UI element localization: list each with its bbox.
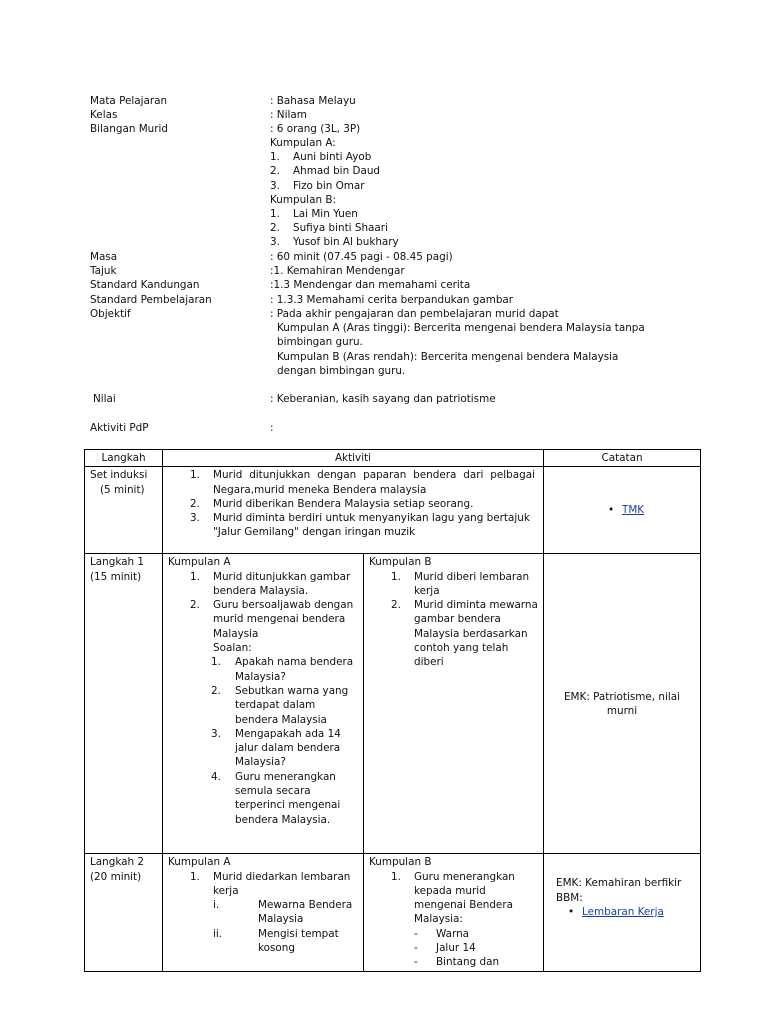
item-number: 1.: [391, 870, 401, 883]
item-text: Murid diedarkan lembaran kerja: [213, 870, 351, 897]
kumpulan-b-title: Kumpulan B:: [270, 194, 336, 206]
item-text: Guru menerangkan kepada murid mengenai Bendera Malaysia:: [414, 870, 515, 926]
bilangan-murid-label: Bilangan Murid: [90, 123, 169, 135]
kumpulan-b-heading: Kumpulan B: [369, 856, 432, 869]
step-name: Langkah 1: [90, 556, 145, 569]
activity-list: [168, 468, 535, 539]
step-time: (15 minit): [90, 570, 142, 583]
item-text: Murid diberi lembaran kerja: [414, 570, 530, 597]
step-time: (5 minit): [100, 483, 145, 496]
item-text: Murid diberikan Bendera Malaysia setiap seorang.: [213, 497, 474, 510]
item-number: 1.: [391, 570, 401, 583]
kumpulan-a-num: 2.: [270, 165, 280, 177]
kumpulan-b-list: [369, 570, 538, 670]
objektif-line: Kumpulan B (Aras rendah): Bercerita mengenai bendera Malaysia: [277, 351, 619, 363]
mata-pelajaran-value: : Bahasa Melayu: [270, 95, 356, 107]
catatan-cell: [544, 554, 701, 854]
item-number: 2.: [190, 497, 200, 510]
mata-pelajaran-label: Mata Pelajaran: [90, 95, 168, 107]
item-number: 1.: [211, 656, 221, 669]
list-item: [168, 727, 358, 770]
item-text: Sebutkan warna yang terdapat dalam bendera Malaysia: [235, 684, 349, 726]
standard-pembelajaran-label: Standard Pembelajaran: [90, 294, 212, 306]
item-number: 1.: [190, 570, 200, 583]
kumpulan-b-name: Sufiya binti Shaari: [293, 222, 388, 234]
kumpulan-a-list: [168, 570, 358, 656]
list-item: [168, 497, 535, 511]
step-cell: [85, 554, 163, 854]
objektif-line: Kumpulan A (Aras tinggi): Bercerita mengenai bendera Malaysia tanpa: [277, 322, 645, 334]
dash-list: [369, 927, 538, 970]
item-text: Apakah nama bendera Malaysia?: [235, 656, 354, 683]
list-item: [168, 468, 535, 497]
header-langkah: Langkah: [85, 450, 163, 467]
kumpulan-a-name: Fizo bin Omar: [293, 180, 365, 192]
item-text: Murid diminta mewarna gambar bendera Malaysia berdasarkan contoh yang telah diberi: [414, 599, 538, 669]
item-number: i.: [213, 899, 220, 912]
list-item: [168, 598, 358, 655]
item-text: Mengisi tempat kosong: [258, 927, 339, 955]
list-item: [168, 684, 358, 727]
table-row: [85, 467, 701, 554]
kumpulan-b-name: Lai Min Yuen: [293, 208, 358, 220]
nilai-label: Nilai: [93, 393, 116, 405]
item-number: 4.: [211, 770, 221, 783]
kumpulan-b-heading: Kumpulan B: [369, 556, 432, 569]
item-bullet: -: [414, 956, 418, 969]
table-row: [85, 854, 701, 971]
item-text: Murid ditunjukkan dengan paparan bendera dari pelbagai Negara,murid meneka Bendera malaysia: [213, 469, 535, 496]
list-item: [168, 655, 358, 684]
list-item: [369, 955, 538, 969]
item-text: Jalur 14: [436, 942, 476, 955]
kumpulan-b-cell: [364, 554, 544, 854]
step-name: Langkah 2: [90, 856, 145, 869]
item-number: 2.: [211, 684, 221, 697]
list-item: [168, 870, 358, 899]
item-number: ii.: [213, 927, 223, 940]
item-text: Warna: [436, 927, 470, 940]
step-time: (20 minit): [90, 870, 142, 883]
item-number: 2.: [391, 599, 401, 612]
step-cell: [85, 854, 163, 971]
item-number: 3.: [211, 727, 221, 740]
list-item: [168, 770, 358, 827]
item-text: Guru menerangkan semula secara terperinci mengenai bendera Malaysia.: [235, 770, 341, 826]
item-bullet: -: [414, 927, 418, 940]
step-name: Set induksi: [90, 469, 148, 482]
item-number: 1.: [190, 870, 200, 883]
tajuk-label: Tajuk: [90, 265, 117, 277]
kumpulan-a-cell: [163, 554, 364, 854]
standard-kandungan-label: Standard Kandungan: [90, 279, 200, 291]
tmk-link[interactable]: TMK: [622, 504, 645, 517]
kumpulan-a-cell: [163, 854, 364, 971]
tajuk-value: :1. Kemahiran Mendengar: [270, 265, 405, 277]
item-text: Mengapakah ada 14 jalur dalam bendera Malaysia?: [235, 727, 341, 769]
list-item: [369, 927, 538, 941]
list-item: [168, 570, 358, 599]
item-text: Bintang dan: [436, 956, 500, 969]
item-number: 2.: [190, 599, 200, 612]
masa-label: Masa: [90, 251, 118, 263]
item-text: Guru bersoaljawab dengan murid mengenai bendera Malaysia: [213, 599, 354, 640]
question-list: [168, 655, 358, 827]
catatan-cell: [544, 467, 701, 554]
kumpulan-a-list: [168, 870, 358, 899]
kumpulan-b-name: Yusof bin Al bukhary: [293, 236, 399, 248]
activity-cell: [163, 467, 544, 554]
table-header-row: [85, 450, 701, 467]
item-number: 3.: [190, 512, 200, 525]
kumpulan-a-name: Ahmad bin Daud: [293, 165, 381, 177]
item-number: 1.: [190, 469, 200, 482]
emk-note: EMK: Patriotisme, nilai murni: [563, 690, 680, 717]
kumpulan-b-num: 1.: [270, 208, 280, 220]
objektif-line: bimbingan guru.: [277, 336, 363, 348]
kumpulan-b-num: 2.: [270, 222, 280, 234]
emk-note: EMK: Kemahiran berfikir BBM:: [556, 877, 682, 904]
kumpulan-a-heading: Kumpulan A: [168, 856, 231, 869]
kelas-value: : Nilam: [270, 109, 307, 121]
kelas-label: Kelas: [90, 109, 118, 121]
objektif-label: Objektif: [90, 308, 131, 320]
item-text: Murid diminta berdiri untuk menyanyikan lagu yang bertajuk "Jalur Gemilang" dengan iringan muzik: [213, 512, 530, 539]
roman-list: [168, 898, 358, 955]
kumpulan-b-list: [369, 870, 538, 927]
header-catatan: Catatan: [544, 450, 701, 467]
masa-value: : 60 minit (07.45 pagi - 08.45 pagi): [270, 251, 453, 263]
standard-pembelajaran-value: : 1.3.3 Memahami cerita berpandukan gambar: [270, 294, 514, 306]
bullet-icon: •: [568, 905, 575, 918]
kumpulan-a-heading: Kumpulan A: [168, 556, 231, 569]
item-bullet: -: [414, 942, 418, 955]
table-row: [85, 554, 701, 854]
kumpulan-b-cell: [364, 854, 544, 971]
header-aktiviti: Aktiviti: [163, 450, 544, 467]
aktiviti-pdp-label: Aktiviti PdP: [90, 422, 149, 434]
aktiviti-pdp-value: :: [270, 422, 274, 434]
catatan-cell: [544, 854, 701, 971]
bilangan-murid-value: : 6 orang (3L, 3P): [270, 123, 361, 135]
list-item: [369, 941, 538, 955]
standard-kandungan-value: :1.3 Mendengar dan memahami cerita: [270, 279, 471, 291]
list-item: [168, 927, 358, 956]
kumpulan-a-num: 1.: [270, 151, 280, 163]
soalan-label: Soalan:: [213, 642, 252, 655]
list-item: [168, 511, 535, 540]
step-cell: [85, 467, 163, 554]
list-item: [369, 570, 538, 599]
bullet-icon: •: [608, 504, 615, 517]
kumpulan-a-title: Kumpulan A:: [270, 137, 336, 149]
list-item: [168, 898, 358, 927]
item-text: Murid ditunjukkan gambar bendera Malaysia.: [213, 570, 351, 597]
kumpulan-b-num: 3.: [270, 236, 280, 248]
nilai-value: : Keberanian, kasih sayang dan patriotisme: [270, 393, 496, 405]
kumpulan-a-name: Auni binti Ayob: [293, 151, 372, 163]
lembaran-kerja-link[interactable]: Lembaran Kerja: [582, 905, 664, 918]
list-item: [369, 870, 538, 927]
objektif-value: : Pada akhir pengajaran dan pembelajaran murid dapat: [270, 308, 559, 320]
lesson-plan-table: [84, 449, 701, 972]
kumpulan-a-num: 3.: [270, 180, 280, 192]
list-item: [369, 598, 538, 669]
objektif-line: dengan bimbingan guru.: [277, 365, 406, 377]
item-text: Mewarna Bendera Malaysia: [258, 899, 353, 926]
